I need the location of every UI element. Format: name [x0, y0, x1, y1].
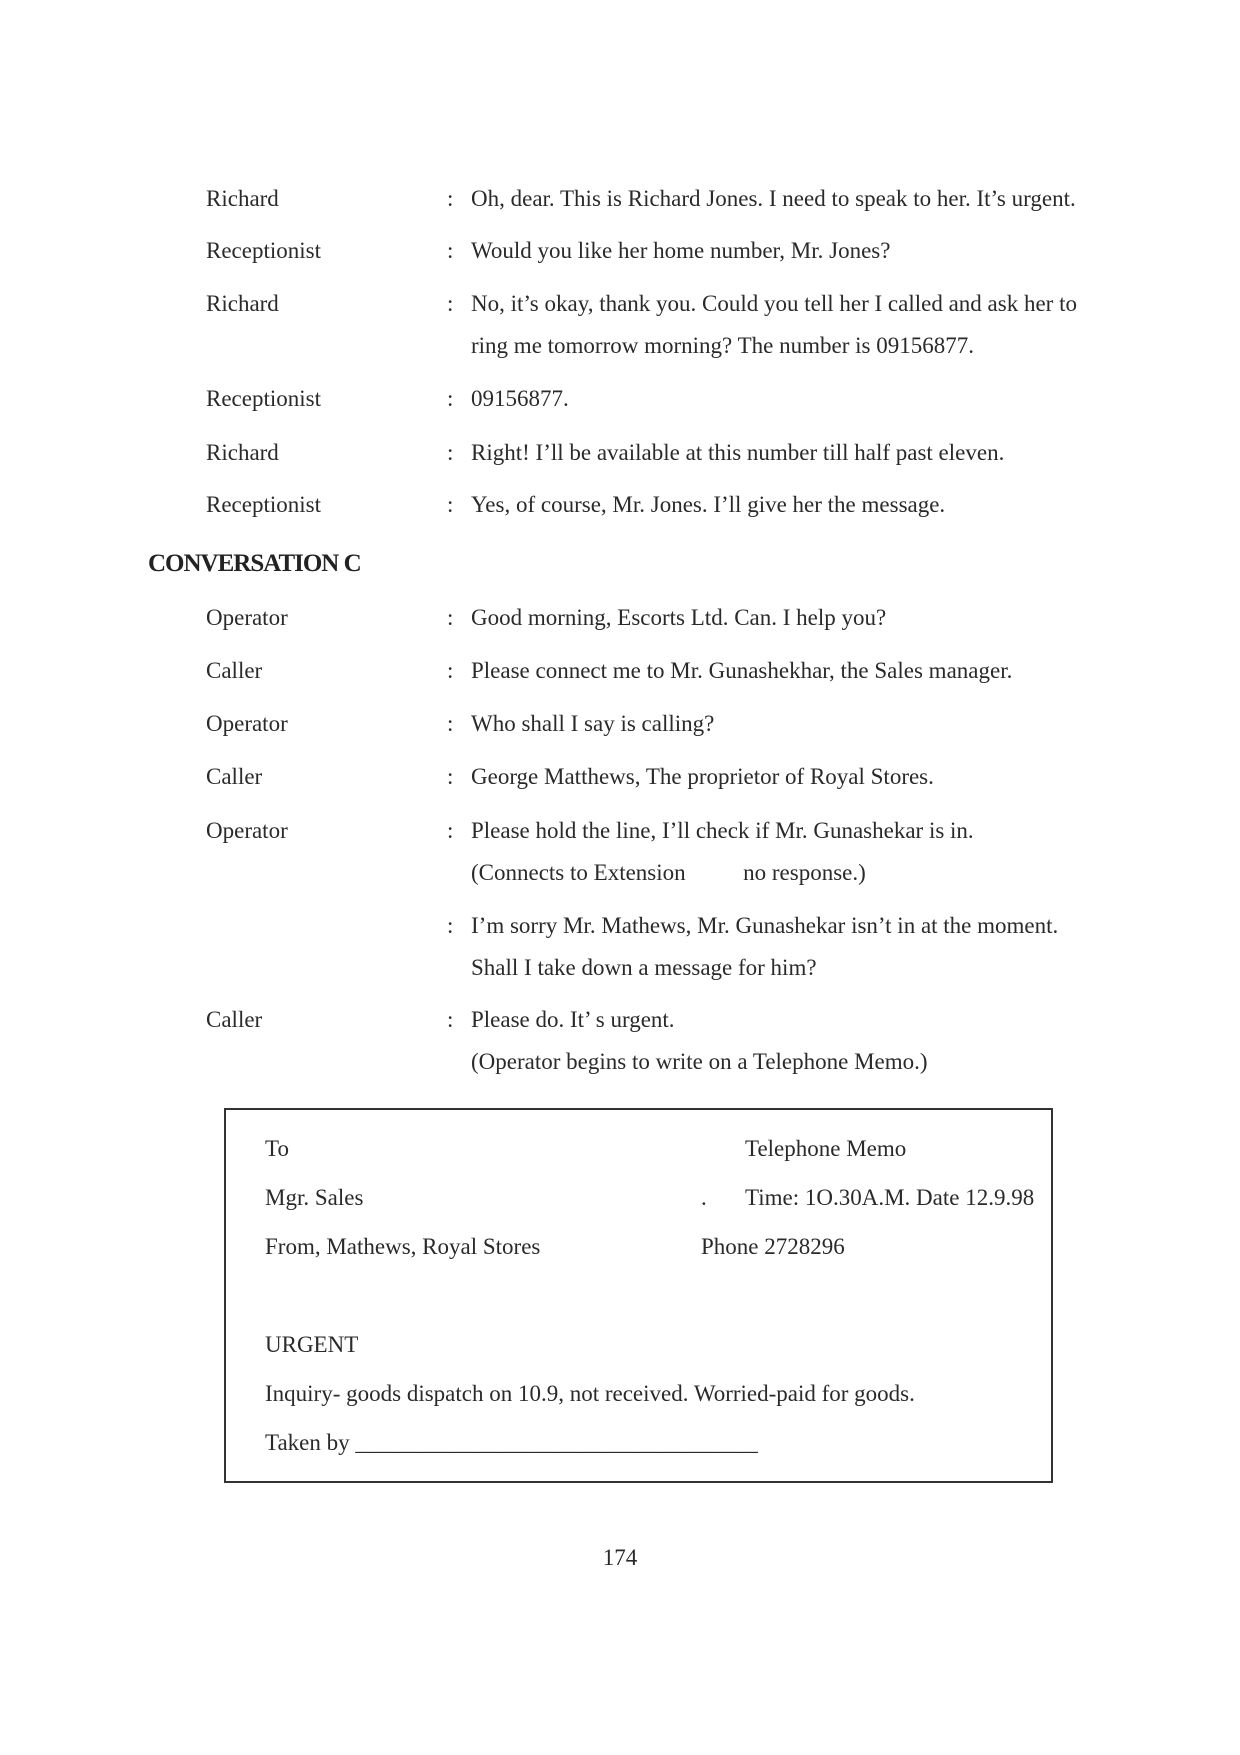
section-heading: CONVERSATION C: [148, 550, 361, 577]
memo-taken-by: Taken by ___________________________________: [265, 1430, 758, 1455]
speaker-name: Operator: [206, 711, 288, 736]
colon: :: [447, 764, 454, 789]
dialogue-line: Good morning, Escorts Ltd. Can. I help you?: [471, 605, 887, 630]
telephone-memo: [224, 1108, 1053, 1483]
dialogue-line: (Connects to Extension no response.): [471, 860, 866, 885]
memo-phone: Phone 2728296: [701, 1234, 845, 1259]
colon: :: [447, 913, 454, 938]
dialogue-line: Please hold the line, I’ll check if Mr. Gunashekar is in.: [471, 818, 974, 843]
dialogue-line: Please do. It’ s urgent.: [471, 1007, 675, 1032]
memo-dot: .: [701, 1185, 707, 1210]
memo-recipient: Mgr. Sales: [265, 1185, 364, 1210]
dialogue-line: ring me tomorrow morning? The number is 09156877.: [471, 333, 974, 358]
colon: :: [447, 291, 454, 316]
speaker-name: Operator: [206, 605, 288, 630]
memo-title: Telephone Memo: [745, 1136, 907, 1161]
memo-time-date: Time: 1O.30A.M. Date 12.9.98: [745, 1185, 1035, 1210]
colon: :: [447, 605, 454, 630]
colon: :: [447, 818, 454, 843]
speaker-name: Richard: [206, 440, 279, 465]
speaker-name: Richard: [206, 291, 279, 316]
dialogue-line: Oh, dear. This is Richard Jones. I need to speak to her. It’s urgent.: [471, 186, 1076, 211]
memo-from: From, Mathews, Royal Stores: [265, 1234, 541, 1259]
memo-to-label: To: [265, 1136, 289, 1161]
dialogue-line: Please connect me to Mr. Gunashekhar, the Sales manager.: [471, 658, 1013, 683]
colon: :: [447, 658, 454, 683]
speaker-name: Caller: [206, 764, 263, 789]
speaker-name: Receptionist: [206, 386, 321, 411]
dialogue-line: Yes, of course, Mr. Jones. I’ll give her the message.: [471, 492, 946, 517]
page-number: 174: [602, 1545, 638, 1570]
dialogue-line: (Operator begins to write on a Telephone Memo.): [471, 1049, 928, 1074]
colon: :: [447, 1007, 454, 1032]
speaker-name: Receptionist: [206, 492, 321, 517]
dialogue-line: I’m sorry Mr. Mathews, Mr. Gunashekar isn’t in at the moment.: [471, 913, 1059, 938]
colon: :: [447, 386, 454, 411]
colon: :: [447, 440, 454, 465]
dialogue-line: Would you like her home number, Mr. Jones?: [471, 238, 891, 263]
dialogue-line: 09156877.: [471, 386, 569, 411]
colon: :: [447, 492, 454, 517]
dialogue-line: Shall I take down a message for him?: [471, 955, 817, 980]
colon: :: [447, 238, 454, 263]
dialogue-line: Who shall I say is calling?: [471, 711, 715, 736]
speaker-name: Operator: [206, 818, 288, 843]
dialogue-line: Right! I’ll be available at this number till half past eleven.: [471, 440, 1005, 465]
memo-urgent: URGENT: [265, 1332, 359, 1357]
colon: :: [447, 186, 454, 211]
speaker-name: Richard: [206, 186, 279, 211]
colon: :: [447, 711, 454, 736]
dialogue-line: No, it’s okay, thank you. Could you tell her I called and ask her to: [471, 291, 1077, 316]
speaker-name: Receptionist: [206, 238, 321, 263]
speaker-name: Caller: [206, 658, 263, 683]
memo-message: Inquiry- goods dispatch on 10.9, not received. Worried-paid for goods.: [265, 1381, 915, 1406]
speaker-name: Caller: [206, 1007, 263, 1032]
dialogue-line: George Matthews, The proprietor of Royal Stores.: [471, 764, 934, 789]
